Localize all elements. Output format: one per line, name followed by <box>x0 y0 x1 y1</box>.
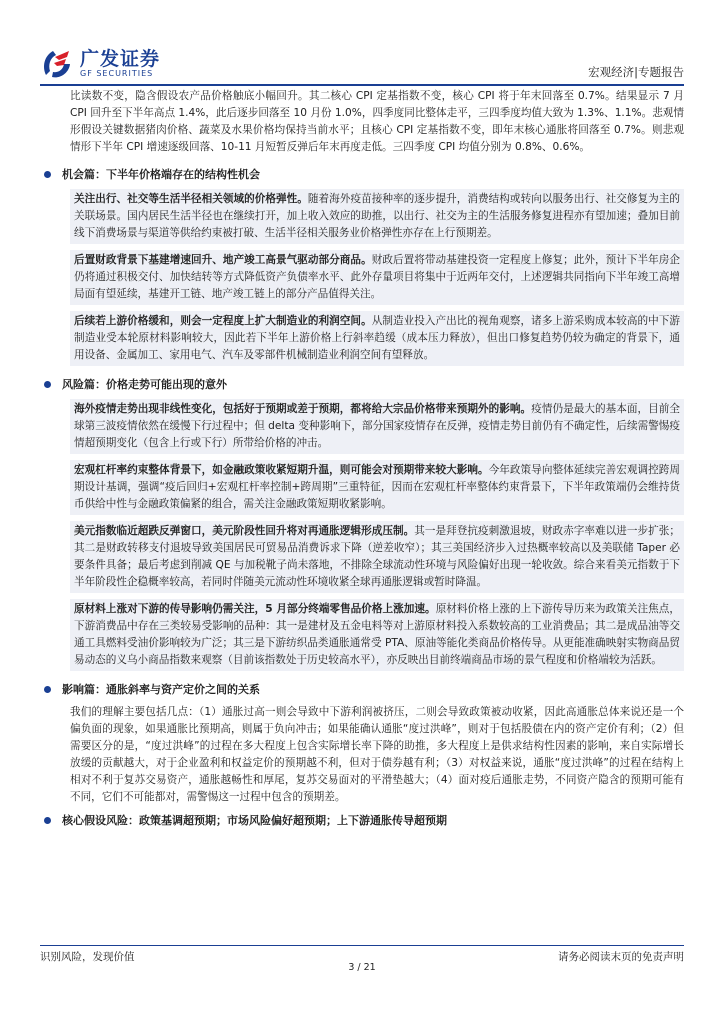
footer-divider <box>40 945 684 946</box>
intro-paragraph: 比读数不变，隐含假设农产品价格触底小幅回升。其二核心 CPI 定基指数不变，核心 CPI 将于年末回落至 0.7%。结果显示 7 月 CPI 回升至下半年高点 1.4%，此后逐步回落至 10 月份 1.0%，四季度同比整体走平，三四季度均值大致为 1.3%、1.1%。悲观情形假设关键数据猪肉价格、蔬菜及水果价格均保持当前水平；且核心 CPI 定基指数不变，即年末核心通胀将回落至 0.7%。则悲观情形下半年 CPI 增速逐级回落、10-11 月短暂反弹后年末再度走低。三四季度 CPI 均值分别为 0.8%、0.6%。 <box>70 90 684 153</box>
header-divider <box>40 84 684 86</box>
paragraph-body: 其一是拜登抗疫刺激退坡，财政赤字率难以进一步扩张；其二是财政转移支付退坡导致美国居民可贸易品消费诉求下降（逆差收窄）；其三美国经济步入过热概率较高以及美联储 Taper 必要条件具备；最后考虑到削减 QE 与加税靴子尚未落地，不排除全球流动性环境与风险偏好出现一轮收敛。综合来看美元指数于下半年阶段性企稳概率较高，若同时伴随美元流动性环境收紧全球再通胀逻辑或暂时降温。 <box>74 525 681 588</box>
page-header <box>40 44 684 84</box>
logo-chinese-name: 广发证券 <box>80 48 161 70</box>
risk-paragraph-4 <box>70 599 684 671</box>
paragraph-body: 疫情仍是最大的基本面，目前全球第三波疫情依然在缓慢下行过程中；但 delta 变种影响下，部分国家疫情存在反弹，疫情走势目前仍有不确定性，后续需警惕疫情超预期变化（包含上行或下行）所带给价格的冲击。 <box>74 403 680 449</box>
paragraph-lead: 美元指数临近超跌反弹窗口，美元阶段性回升将对再通胀逻辑形成压制。 <box>74 525 415 537</box>
logo-english-name: GF SECURITIES <box>80 69 154 78</box>
paragraph-body: 今年政策导向整体延续完善宏观调控跨周期设计基调，强调“疫后回归+宏观杠杆率控制+跨周期”三重特征，因而在宏观杠杆率整体约束背景下，下半年政策端仍会维持货币供给中性与金融政策偏紧的组合，需关注金融政策短期收紧影响。 <box>74 464 680 510</box>
gf-securities-logo-icon <box>40 47 74 81</box>
paragraph-lead: 后置财政背景下基建增速回升、地产竣工高景气驱动部分商品。 <box>74 254 372 266</box>
risk-paragraph-2 <box>70 460 684 515</box>
section-heading-text: 机会篇：下半年价格端存在的结构性机会 <box>62 168 260 181</box>
paragraph-lead: 关注出行、社交等生活半径相关领域的价格弹性。 <box>74 193 308 205</box>
paragraph-lead: 海外疫情走势出现非线性变化，包括好于预期或差于预期，都将给大宗品价格带来预期外的影响。 <box>74 403 532 415</box>
footer-disclaimer-note: 请务必阅读末页的免责声明 <box>558 951 684 963</box>
paragraph-body: 原材料价格上涨的上下游传导历来为政策关注焦点，下游消费品中存在三类较易受影响的品种：其一是建材及五金电料等对上游原材料投入系数较高的工业消费品；其二是成品油等交通工具燃料受油价影响较为广泛；其三是下游纺织品类通胀通常受 PTA、原油等能化类商品价格传导。从更能准确映射实物商品贸易动态的义乌小商品指数来观察（目前该指数处于历史较高水平），亦反映出目前终端商品市场的景气程度和价格端较为活跃。 <box>74 603 681 666</box>
risk-paragraph-3 <box>70 521 684 593</box>
section-heading-assumption-risk <box>40 812 684 829</box>
risk-paragraph-1 <box>70 399 684 454</box>
opportunity-paragraph-3 <box>70 311 684 366</box>
paragraph-body: 从制造业投入产出比的视角观察，诸多上游采购成本较高的中下游制造业受本轮原材料影响较大，因此若下半年上游价格上行斜率趋缓（成本压力释放），但出口修复趋势仍较为确定的背景下，通用设备、金属加工、家用电气、汽车及零部件机械制造业利润空间有望释放。 <box>74 315 680 361</box>
report-category: 宏观经济|专题报告 <box>588 65 684 79</box>
company-logo <box>40 44 160 84</box>
bullet-dot-icon <box>44 686 51 693</box>
section-heading-text: 核心假设风险：政策基调超预期；市场风险偏好超预期；上下游通胀传导超预期 <box>62 814 447 827</box>
bullet-dot-icon <box>44 171 51 178</box>
opportunity-paragraph-1 <box>70 189 684 244</box>
opportunity-paragraph-2 <box>70 250 684 305</box>
section-heading-text: 风险篇：价格走势可能出现的意外 <box>62 378 227 391</box>
section-heading-impact <box>40 681 684 698</box>
paragraph-lead: 原材料上涨对下游的传导影响仍需关注，5 月部分终端零售品价格上涨加速。 <box>74 603 436 615</box>
bullet-dot-icon <box>44 381 51 388</box>
impact-paragraph: 我们的理解主要包括几点：（1）通胀过高一则会导致中下游利润被挤压，二则会导致政策被动收紧，因此高通胀总体来说还是一个偏负面的现象，如果通胀比预期高，则属于负向冲击；如果能确认通胀“度过洪峰”，则对于包括股债在内的资产定价有利；（2）但需要区分的是，“度过洪峰”的过程在多大程度上包含实际增长率下降的助推，多大程度上是供求结构性因素的影响，来自实际增长放缓的贡献越大，对于企业盈利和权益定价的预期越不利，但对于债券越有利；（3）对权益来说，通胀“度过洪峰”的过程在结构上相对不利于复苏交易资产，通胀越畅性和厚尾，复苏交易面对的平滑垫越大；（4）面对疫后通胀走势，不同资产隐含的预期可能有不同，它们不可能都对，需警惕这一过程中包含的预期差。 <box>70 706 684 803</box>
section-heading-opportunity <box>40 166 684 183</box>
section-heading-text: 影响篇：通胀斜率与资产定价之间的关系 <box>62 683 260 696</box>
report-body <box>40 88 684 829</box>
footer-slogan: 识别风险，发现价值 <box>40 951 135 963</box>
paragraph-body: 财政后置将带动基建投资一定程度上修复；此外，预计下半年房企仍将通过积极交付、加快结转等方式降低资产负债率水平、此外存量项目将集中于近两年交付，上述逻辑共同指向下半年竣工高增局面有望延续，基建开工链、地产竣工链上的部分产品值得关注。 <box>74 254 680 300</box>
section-heading-risk <box>40 376 684 393</box>
paragraph-lead: 宏观杠杆率约束整体背景下，如金融政策收紧短期升温，则可能会对预期带来较大影响。 <box>74 464 489 476</box>
page-number: 3 / 21 <box>348 962 376 973</box>
paragraph-lead: 后续若上游价格缓和，则会一定程度上扩大制造业的利润空间。 <box>74 315 372 327</box>
paragraph-body: 随着海外疫苗接种率的逐步提升，消费结构或转向以服务出行、社交修复为主的关联场景。国内居民生活半径也在继续打开，加上收入效应的助推，以出行、社交为主的生活服务修复进程亦有望加速；叠加目前线下消费场景与渠道等供给约束被打破、生活半径相关服务业价格弹性亦存在上行预期差。 <box>74 193 681 239</box>
bullet-dot-icon <box>44 817 51 824</box>
